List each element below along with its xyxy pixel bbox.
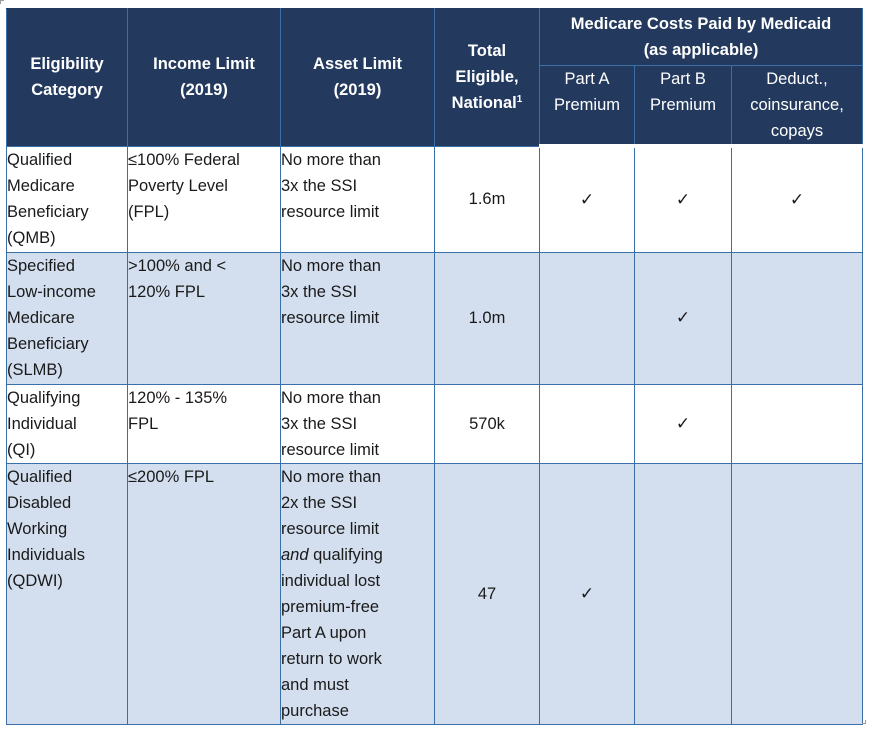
checkmark-icon bbox=[635, 463, 732, 724]
cell-income-limit: 120% - 135% FPL bbox=[128, 384, 281, 463]
cell-asset-limit: No more than 3x the SSI resource limit bbox=[281, 146, 435, 252]
checkmark-icon bbox=[732, 252, 863, 384]
header-income-limit: Income Limit (2019) bbox=[128, 9, 281, 147]
checkmark-icon bbox=[732, 384, 863, 463]
cell-category: Specified Low-income Medicare Beneficiary (SLMB) bbox=[7, 252, 128, 384]
cell-asset-limit: No more than 3x the SSI resource limit bbox=[281, 384, 435, 463]
checkmark-icon: ✓ bbox=[635, 252, 732, 384]
header-medicare-costs-paid: Medicare Costs Paid by Medicaid (as applicable) bbox=[540, 9, 863, 66]
header-eligibility-category: Eligibility Category bbox=[7, 9, 128, 147]
cell-income-limit: ≤100% Federal Poverty Level (FPL) bbox=[128, 146, 281, 252]
cell-category: Qualified Medicare Beneficiary (QMB) bbox=[7, 146, 128, 252]
medicare-savings-programs-table bbox=[6, 8, 863, 725]
crop-mark-top-left bbox=[0, 0, 4, 4]
table-row bbox=[7, 146, 863, 252]
cell-total-eligible: 1.0m bbox=[435, 252, 540, 384]
cell-asset-limit: No more than 3x the SSI resource limit bbox=[281, 252, 435, 384]
checkmark-icon: ✓ bbox=[635, 384, 732, 463]
cell-asset-limit: No more than 2x the SSI resource limit and qualifying individual lost premium-free Part A upon return to work and must purchase bbox=[281, 463, 435, 724]
header-part-b-premium: Part B Premium bbox=[635, 66, 732, 147]
header-asset-limit: Asset Limit (2019) bbox=[281, 9, 435, 147]
crop-mark-bottom-right bbox=[862, 720, 866, 724]
cell-category: Qualified Disabled Working Individuals (QDWI) bbox=[7, 463, 128, 724]
header-total-eligible: Total Eligible, National$^1$ bbox=[435, 9, 540, 147]
emphasis-and: and bbox=[281, 545, 309, 564]
cell-income-limit: ≤200% FPL bbox=[128, 463, 281, 724]
checkmark-icon: ✓ bbox=[540, 463, 635, 724]
header-deductibles-coinsurance-copays: Deduct., coinsurance, copays bbox=[732, 66, 863, 147]
header-part-a-premium: Part A Premium bbox=[540, 66, 635, 147]
checkmark-icon: ✓ bbox=[635, 146, 732, 252]
checkmark-icon: ✓ bbox=[732, 146, 863, 252]
table-row bbox=[7, 384, 863, 463]
cell-income-limit: >100% and < 120% FPL bbox=[128, 252, 281, 384]
cell-total-eligible: 1.6m bbox=[435, 146, 540, 252]
footnote-marker: 1 bbox=[516, 94, 523, 106]
table-row bbox=[7, 463, 863, 724]
cell-category: Qualifying Individual (QI) bbox=[7, 384, 128, 463]
checkmark-icon: ✓ bbox=[540, 146, 635, 252]
cell-total-eligible: 570k bbox=[435, 384, 540, 463]
checkmark-icon bbox=[540, 252, 635, 384]
checkmark-icon bbox=[732, 463, 863, 724]
checkmark-icon bbox=[540, 384, 635, 463]
table-row bbox=[7, 252, 863, 384]
cell-total-eligible: 47 bbox=[435, 463, 540, 724]
